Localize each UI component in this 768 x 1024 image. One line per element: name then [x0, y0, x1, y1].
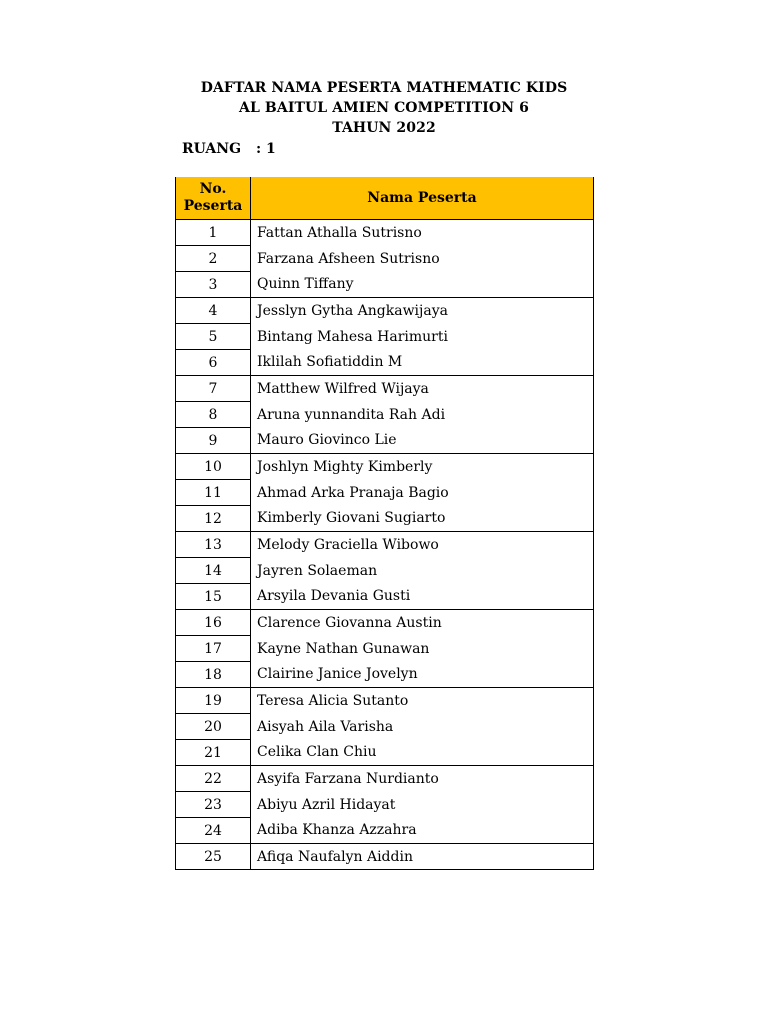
table-row — [176, 324, 594, 350]
participant-number: 1 — [176, 220, 251, 246]
table-row — [176, 584, 594, 610]
table-row — [176, 350, 594, 376]
participant-table — [175, 177, 594, 870]
document-title-line-1: DAFTAR NAMA PESERTA MATHEMATIC KIDS — [200, 80, 568, 96]
participant-name: Mauro Giovinco Lie — [251, 428, 594, 454]
participant-name: Ahmad Arka Pranaja Bagio — [251, 480, 594, 506]
participant-name: Quinn Tiffany — [251, 272, 594, 298]
table-row — [176, 636, 594, 662]
participant-name: Aruna yunnandita Rah Adi — [251, 402, 594, 428]
participant-number: 24 — [176, 818, 251, 844]
room-value: : 1 — [256, 141, 276, 157]
participant-number: 8 — [176, 402, 251, 428]
participant-name: Afiqa Naufalyn Aiddin — [251, 844, 594, 870]
participant-number: 18 — [176, 662, 251, 688]
participant-name: Aisyah Aila Varisha — [251, 714, 594, 740]
participant-number: 25 — [176, 844, 251, 870]
participant-number: 5 — [176, 324, 251, 350]
participant-number: 19 — [176, 688, 251, 714]
participant-number: 13 — [176, 532, 251, 558]
participant-name: Arsyila Devania Gusti — [251, 584, 594, 610]
participant-name: Clarence Giovanna Austin — [251, 610, 594, 636]
table-row — [176, 506, 594, 532]
participant-name: Farzana Afsheen Sutrisno — [251, 246, 594, 272]
table-row — [176, 298, 594, 324]
table-row — [176, 610, 594, 636]
participant-name: Clairine Janice Jovelyn — [251, 662, 594, 688]
participant-name: Kayne Nathan Gunawan — [251, 636, 594, 662]
participant-number: 7 — [176, 376, 251, 402]
table-row — [176, 714, 594, 740]
participant-name: Joshlyn Mighty Kimberly — [251, 454, 594, 480]
participant-number: 2 — [176, 246, 251, 272]
participant-name: Adiba Khanza Azzahra — [251, 818, 594, 844]
participant-number: 17 — [176, 636, 251, 662]
column-header-no-line2: Peserta — [183, 198, 243, 214]
participant-name: Kimberly Giovani Sugiarto — [251, 506, 594, 532]
column-header-no — [176, 177, 251, 220]
participant-number: 14 — [176, 558, 251, 584]
document-title-line-3: TAHUN 2022 — [332, 120, 436, 136]
participant-name: Bintang Mahesa Harimurti — [251, 324, 594, 350]
participant-number: 6 — [176, 350, 251, 376]
participant-name: Jesslyn Gytha Angkawijaya — [251, 298, 594, 324]
table-row — [176, 246, 594, 272]
participant-name: Celika Clan Chiu — [251, 740, 594, 766]
participant-name: Abiyu Azril Hidayat — [251, 792, 594, 818]
table-row — [176, 220, 594, 246]
table-row — [176, 818, 594, 844]
participant-name: Melody Graciella Wibowo — [251, 532, 594, 558]
participant-name: Matthew Wilfred Wijaya — [251, 376, 594, 402]
participant-name: Jayren Solaeman — [251, 558, 594, 584]
participant-number: 12 — [176, 506, 251, 532]
table-row — [176, 662, 594, 688]
participant-number: 10 — [176, 454, 251, 480]
participant-number: 22 — [176, 766, 251, 792]
table-row — [176, 558, 594, 584]
table-row — [176, 402, 594, 428]
participant-number: 9 — [176, 428, 251, 454]
table-row — [176, 792, 594, 818]
participant-number: 21 — [176, 740, 251, 766]
column-header-no-line1: No. — [199, 181, 227, 197]
participant-number: 15 — [176, 584, 251, 610]
participant-number: 23 — [176, 792, 251, 818]
table-row — [176, 428, 594, 454]
document-title-line-2: AL BAITUL AMIEN COMPETITION 6 — [239, 100, 529, 116]
column-header-nama: Nama Peserta — [251, 177, 594, 220]
table-row — [176, 454, 594, 480]
participant-number: 4 — [176, 298, 251, 324]
table-row — [176, 272, 594, 298]
table-header-row — [176, 177, 594, 220]
participant-name: Asyifa Farzana Nurdianto — [251, 766, 594, 792]
table-row — [176, 480, 594, 506]
room-info — [182, 141, 276, 157]
participant-number: 16 — [176, 610, 251, 636]
participant-number: 11 — [176, 480, 251, 506]
table-row — [176, 532, 594, 558]
table-row — [176, 688, 594, 714]
room-label: RUANG — [182, 141, 242, 157]
participant-number: 20 — [176, 714, 251, 740]
table-row — [176, 844, 594, 870]
table-row — [176, 376, 594, 402]
participant-name: Teresa Alicia Sutanto — [251, 688, 594, 714]
participant-number: 3 — [176, 272, 251, 298]
participant-name: Fattan Athalla Sutrisno — [251, 220, 594, 246]
table-row — [176, 740, 594, 766]
table-row — [176, 766, 594, 792]
participant-name: Iklilah Sofiatiddin M — [251, 350, 594, 376]
